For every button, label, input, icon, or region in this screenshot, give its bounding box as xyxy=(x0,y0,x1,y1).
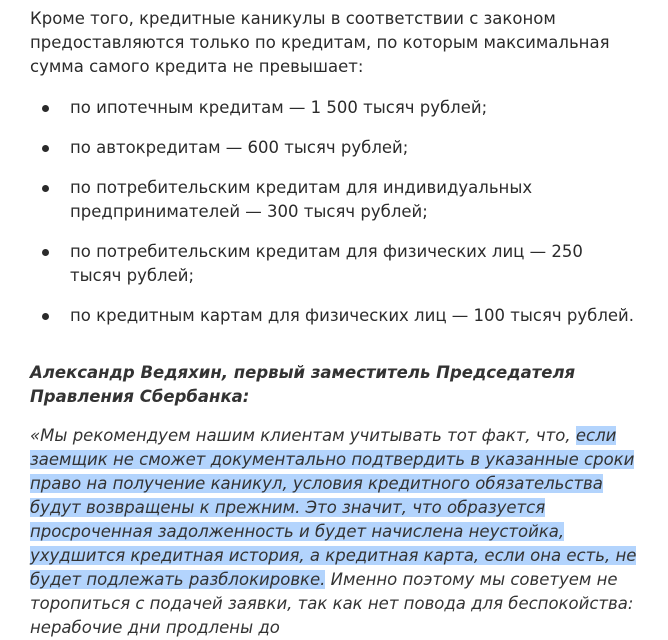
bullet-icon xyxy=(42,313,49,320)
selected-text[interactable]: если заемщик не сможет документально подтвердить в указанные сроки право на получение каникул, условия кредитного обязательства будут возвращены к прежним. Это значит, что образуется просроченная задолженность и будет начислена неустойка, ухудшится кредитная история, а кредитная карта, если она есть, не будет подлежать разблокировке. xyxy=(30,425,637,589)
bullet-icon xyxy=(42,145,49,152)
list-item-text: по автокредитам — 600 тысяч рублей; xyxy=(70,138,409,157)
list-item xyxy=(30,176,590,224)
quote-text-before-selection[interactable]: «Мы рекомендуем нашим клиентам учитывать тот факт, что, xyxy=(30,425,576,445)
quote-author: Александр Ведяхин, первый заместитель Председателя Правления Сбербанка: xyxy=(30,362,576,406)
intro-paragraph: Кроме того, кредитные каникулы в соответствии с законом предоставляются только по кредитам, по которым максимальная сумма самого кредита не превышает: xyxy=(30,9,610,76)
bullet-icon xyxy=(42,185,49,192)
list-item-text: по кредитным картам для физических лиц — 100 тысяч рублей. xyxy=(70,306,634,325)
list-item-text: по потребительским кредитам для индивидуальных предпринимателей — 300 тысяч рублей; xyxy=(70,178,533,221)
list-item xyxy=(30,96,487,120)
list-item xyxy=(30,304,634,328)
bullet-icon xyxy=(42,105,49,112)
quote-text-after-selection[interactable]: Именно поэтому мы советуем не торопиться с подачей заявки, так как нет повода для беспокойства: нерабочие дни продлены до xyxy=(30,569,634,637)
bullet-icon xyxy=(42,249,49,256)
quote-paragraph[interactable] xyxy=(30,424,655,640)
list-item xyxy=(30,240,630,288)
list-item-text: по потребительским кредитам для физических лиц — 250 тысяч рублей; xyxy=(70,242,583,285)
list-item-text: по ипотечным кредитам — 1 500 тысяч рублей; xyxy=(70,98,488,117)
list-item xyxy=(30,136,408,160)
